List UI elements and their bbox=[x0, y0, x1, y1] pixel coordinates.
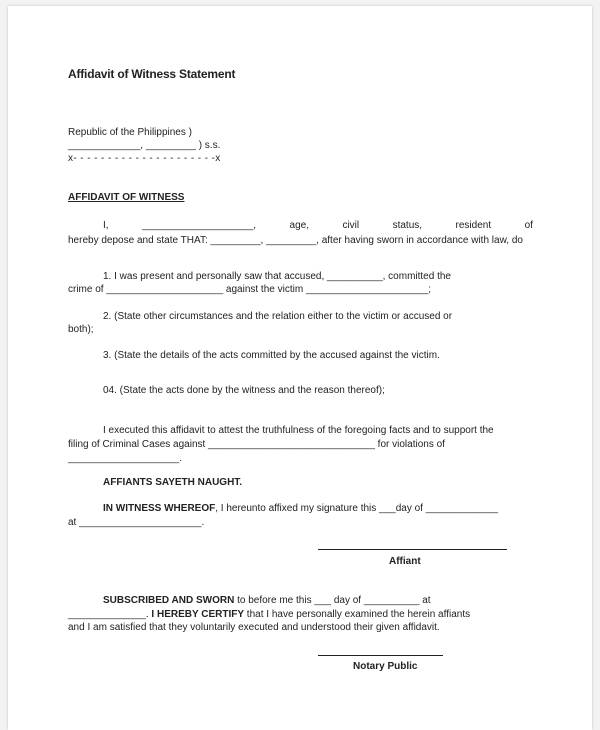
intro-line-1 bbox=[103, 220, 533, 232]
subscribed-blank: ______________. bbox=[68, 609, 149, 620]
item-2-line-2: both); bbox=[68, 324, 94, 335]
certify-rest: that I have personally examined the herein affiants bbox=[244, 609, 471, 620]
subscribed-line-2 bbox=[68, 609, 470, 621]
executed-line-2: filing of Criminal Cases against ______________________________ for violations of bbox=[68, 439, 445, 450]
intro-word: civil bbox=[342, 220, 360, 231]
witness-bold: IN WITNESS WHEREOF bbox=[103, 503, 216, 514]
intro-line-2: hereby depose and state THAT: _________, _________, after having sworn in accordance with law, do bbox=[68, 235, 523, 246]
intro-word: status, bbox=[392, 220, 423, 231]
item-2-line-1: 2. (State other circumstances and the relation either to the victim or accused or bbox=[103, 311, 453, 322]
notary-signature-line bbox=[318, 655, 443, 656]
document-page bbox=[8, 6, 592, 730]
intro-word: of bbox=[524, 220, 533, 231]
subscribed-rest: to before me this ___ day of __________ at bbox=[234, 595, 431, 606]
item-4-line-1: 04. (State the acts done by the witness and the reason thereof); bbox=[103, 385, 385, 396]
venue-line-1: Republic of the Philippines ) bbox=[68, 127, 192, 138]
intro-word: age, bbox=[289, 220, 309, 231]
witness-rest: , I hereunto affixed my signature this ___day of _____________ bbox=[215, 503, 499, 514]
venue-line-2: _____________, _________ ) s.s. bbox=[68, 140, 221, 151]
witness-line-1 bbox=[103, 503, 498, 515]
subscribed-line-1 bbox=[103, 595, 431, 607]
item-1-line-2: crime of _____________________ against the victim ______________________; bbox=[68, 284, 432, 295]
sayeth-naught: AFFIANTS SAYETH NAUGHT. bbox=[103, 477, 243, 488]
affiant-label: Affiant bbox=[389, 556, 421, 567]
section-heading: AFFIDAVIT OF WITNESS bbox=[68, 192, 185, 203]
subscribed-line-3: and I am satisfied that they voluntarily executed and understood their given affidavit. bbox=[68, 622, 440, 633]
item-3-line-1: 3. (State the details of the acts committed by the accused against the victim. bbox=[103, 350, 440, 361]
executed-line-1: I executed this affidavit to attest the truthfulness of the foregoing facts and to support the bbox=[103, 425, 494, 436]
venue-line-3: x- - - - - - - - - - - - - - - - - - - - -x bbox=[68, 153, 221, 164]
intro-word: resident bbox=[455, 220, 492, 231]
affiant-signature-line bbox=[318, 549, 507, 550]
notary-label: Notary Public bbox=[353, 661, 418, 672]
item-1-line-1: 1. I was present and personally saw that accused, __________, committed the bbox=[103, 271, 451, 282]
witness-line-2: at ______________________. bbox=[68, 517, 205, 528]
subscribed-bold: SUBSCRIBED AND SWORN bbox=[103, 595, 235, 606]
intro-blank: ____________________, bbox=[142, 220, 257, 231]
certify-bold: I HEREBY CERTIFY bbox=[148, 609, 245, 620]
intro-word: I, bbox=[103, 220, 109, 231]
executed-line-3: ____________________. bbox=[68, 453, 183, 464]
document-title: Affidavit of Witness Statement bbox=[68, 67, 236, 81]
